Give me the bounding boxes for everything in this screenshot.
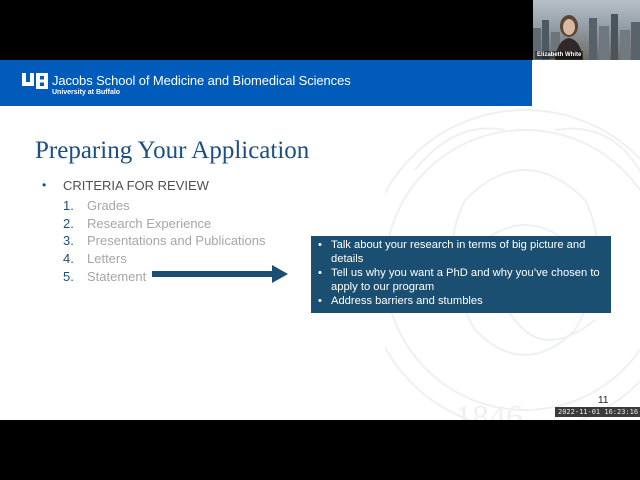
- item-number: 5.: [63, 268, 74, 284]
- callout-item: • Talk about your research in terms of big picture and details: [317, 238, 605, 266]
- slide-title: Preparing Your Application: [35, 137, 310, 164]
- presentation-slide: [0, 60, 640, 436]
- item-number: 4.: [63, 251, 74, 267]
- seal-year: 1846: [455, 399, 523, 436]
- slide-page-number: 11: [598, 395, 609, 406]
- school-name: Jacobs School of Medicine and Biomedical Sciences: [52, 73, 351, 88]
- presenter-name-label: Elizabeth White: [537, 52, 582, 58]
- item-label: Statement: [87, 268, 147, 284]
- bullet-icon: •: [42, 178, 47, 192]
- list-item: [63, 197, 266, 215]
- school-header-bar: [0, 60, 532, 106]
- callout-item: • Tell us why you want a PhD and why you’ve chosen to apply to our program: [317, 266, 605, 294]
- item-label: Letters: [87, 251, 127, 267]
- statement-callout-box: [311, 236, 611, 313]
- criteria-heading: CRITERIA FOR REVIEW: [63, 178, 209, 193]
- recording-timestamp: 2022-11-01 16:23:16: [555, 407, 640, 417]
- item-label: Presentations and Publications: [87, 233, 266, 249]
- ub-logo-icon: [22, 73, 48, 89]
- list-item: [63, 215, 266, 233]
- item-number: 2.: [63, 215, 74, 231]
- university-name: University at Buffalo: [52, 89, 121, 96]
- item-label: Research Experience: [87, 215, 212, 231]
- arrow-right-icon: [152, 265, 288, 283]
- item-number: 1.: [63, 198, 74, 213]
- callout-item: • Address barriers and stumbles: [317, 294, 605, 308]
- item-label: Grades: [87, 198, 130, 213]
- list-item: [63, 232, 266, 250]
- presenter-webcam-video: [533, 0, 640, 60]
- item-number: 3.: [63, 233, 74, 249]
